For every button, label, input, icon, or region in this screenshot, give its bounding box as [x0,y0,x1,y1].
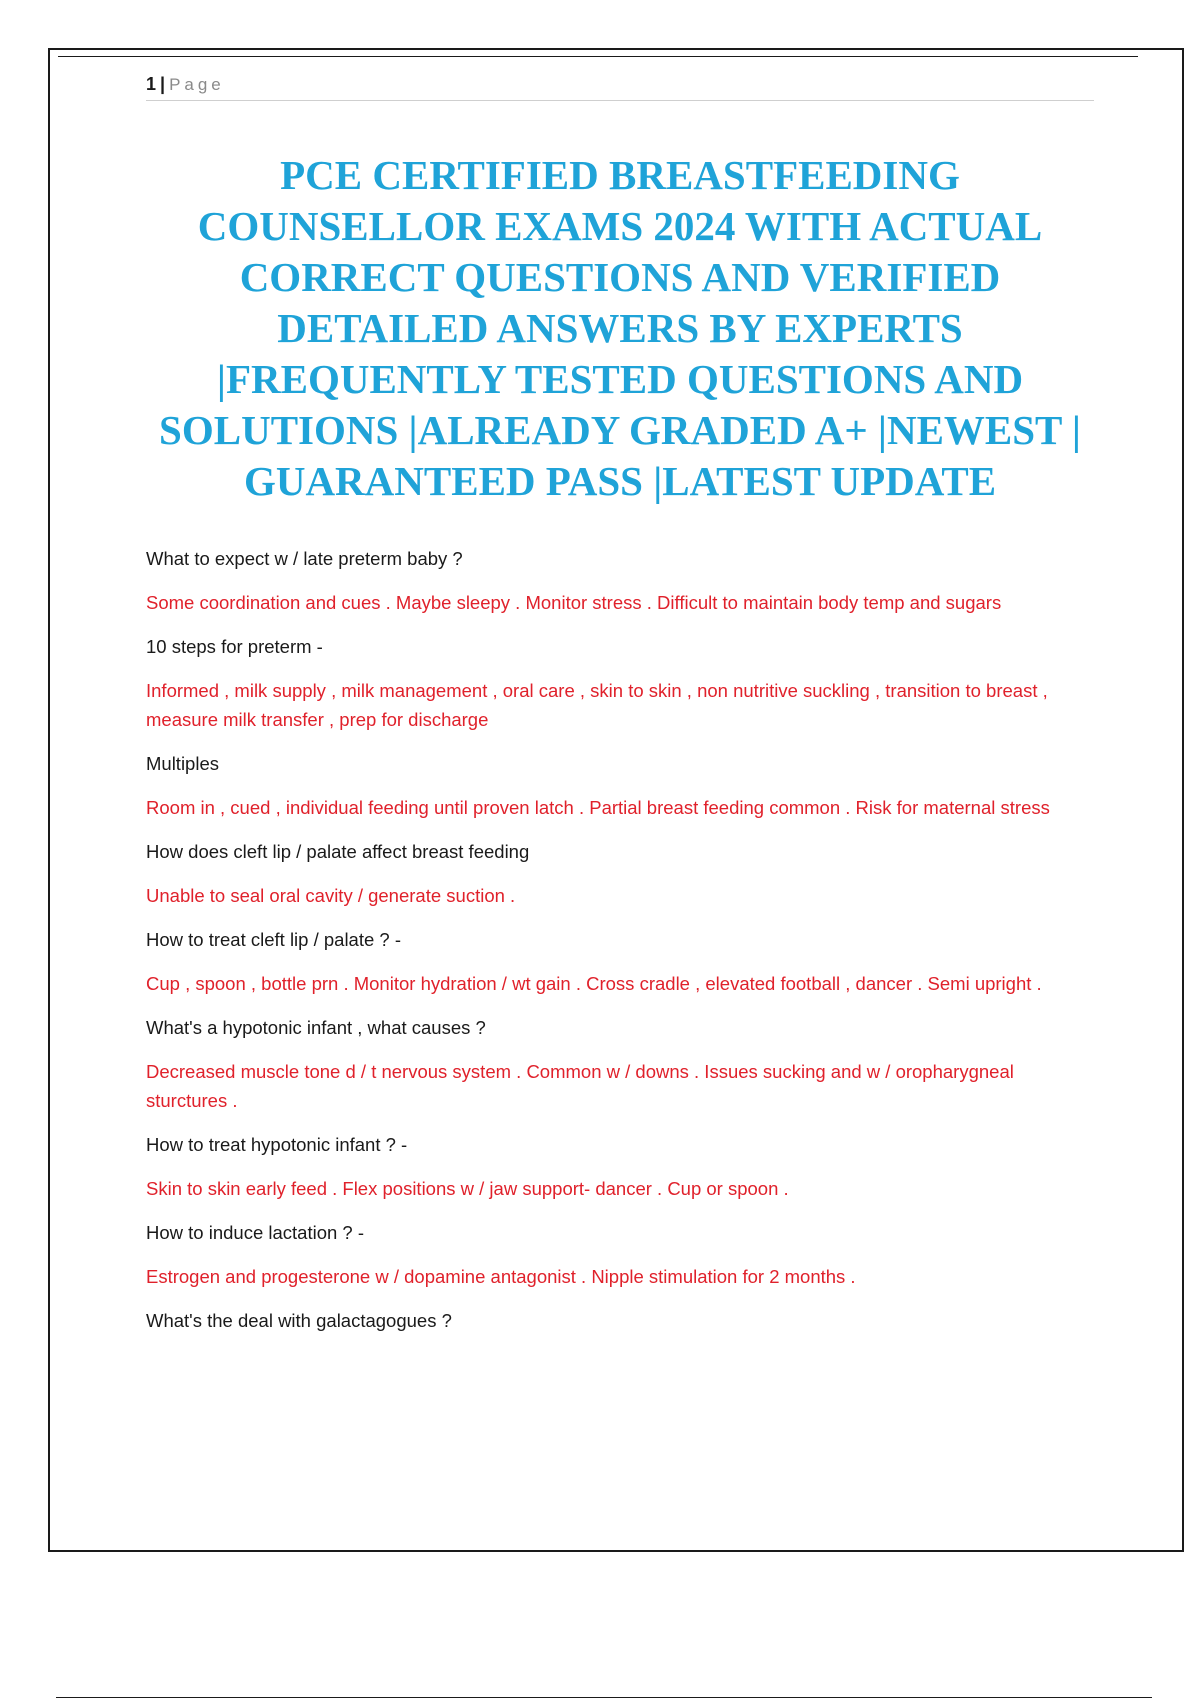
page-header [146,72,1094,101]
question-7: How to treat hypotonic infant ? - [146,1134,408,1155]
question-5: How to treat cleft lip / palate ? - [146,929,402,950]
question-3: Multiples [146,753,219,774]
document-title: PCE CERTIFIED BREASTFEEDING COUNSELLOR EXAMS 2024 WITH ACTUAL CORRECT QUESTIONS AND VERIFIED DETAILED ANSWERS BY EXPERTS |FREQUENTLY TESTED QUESTIONS AND SOLUTIONS |ALREADY GRADED A+ |NEWEST | GUARANTEED PASS |LATEST UPDATE [159,152,1081,504]
answer-1: Some coordination and cues . Maybe sleepy . Monitor stress . Difficult to maintain body temp and sugars [146,592,1002,613]
question-6: What's a hypotonic infant , what causes ? [146,1017,486,1038]
question-8: How to induce lactation ? - [146,1222,365,1243]
page-number: 1 [146,74,157,94]
question-9: What's the deal with galactagogues ? [146,1310,452,1331]
page-frame [48,48,1184,1552]
answer-7: Skin to skin early feed . Flex positions w / jaw support- dancer . Cup or spoon . [146,1178,789,1199]
answer-6: Decreased muscle tone d / t nervous system . Common w / downs . Issues sucking and w / oropharygneal sturctures . [146,1061,1014,1111]
next-page-rule [56,1697,1152,1698]
question-4: How does cleft lip / palate affect breast feeding [146,841,530,862]
page-separator: | [160,74,166,94]
answer-3: Room in , cued , individual feeding until proven latch . Partial breast feeding common . Risk for maternal stress [146,797,1050,818]
answer-2: Informed , milk supply , milk management , oral care , skin to skin , non nutritive suckling , transition to breast , measure milk transfer , prep for discharge [146,680,1048,730]
qa-list [146,544,1096,1350]
question-2: 10 steps for preterm - [146,636,323,657]
answer-5: Cup , spoon , bottle prn . Monitor hydration / wt gain . Cross cradle , elevated football , dancer . Semi upright . [146,973,1042,994]
answer-4: Unable to seal oral cavity / generate suction . [146,885,516,906]
page-label: Page [169,75,225,94]
header-rule [58,56,1138,57]
question-1: What to expect w / late preterm baby ? [146,548,463,569]
answer-8: Estrogen and progesterone w / dopamine antagonist . Nipple stimulation for 2 months . [146,1266,856,1287]
